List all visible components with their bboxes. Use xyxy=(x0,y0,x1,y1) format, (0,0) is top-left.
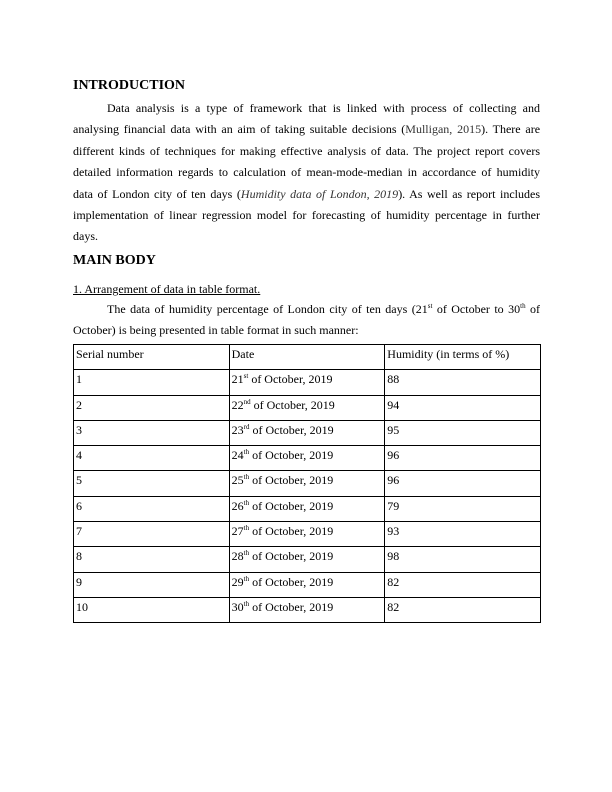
superscript: st xyxy=(427,302,433,310)
date-cell xyxy=(229,496,385,521)
table-intro-paragraph xyxy=(73,299,540,342)
table-row xyxy=(74,420,541,445)
day-suffix: th xyxy=(243,574,250,583)
serial-cell: 6 xyxy=(74,496,230,521)
table-row xyxy=(74,572,541,597)
date-cell xyxy=(229,370,385,395)
humidity-table xyxy=(73,344,541,623)
day-suffix: st xyxy=(243,372,249,381)
serial-cell: 9 xyxy=(74,572,230,597)
serial-cell: 2 xyxy=(74,395,230,420)
day-suffix: th xyxy=(243,599,250,608)
serial-cell: 3 xyxy=(74,420,230,445)
date-cell xyxy=(229,446,385,471)
text: The data of humidity percentage of London city of ten days (21 xyxy=(107,302,428,316)
table-row xyxy=(74,597,541,622)
day-suffix: th xyxy=(243,473,250,482)
day: 30 xyxy=(231,599,244,614)
month-year: of October, 2019 xyxy=(249,524,334,539)
humidity-cell: 98 xyxy=(385,547,541,572)
table-row xyxy=(74,547,541,572)
humidity-cell: 94 xyxy=(385,395,541,420)
table-row xyxy=(74,496,541,521)
month-year: of October, 2019 xyxy=(248,372,333,387)
text: ). As well as report includes implementation of linear regression model for forecasting of humidity percentage in further days. xyxy=(73,186,540,244)
table-row xyxy=(74,471,541,496)
month-year: of October, 2019 xyxy=(249,498,334,513)
section-subheading: 1. Arrangement of data in table format. xyxy=(73,282,261,296)
humidity-cell: 96 xyxy=(385,446,541,471)
day-suffix: th xyxy=(243,498,250,507)
table-header-row xyxy=(74,345,541,370)
day: 28 xyxy=(231,549,244,564)
humidity-cell: 93 xyxy=(385,522,541,547)
citation: Humidity data of London, 2019 xyxy=(240,186,399,201)
month-year: of October, 2019 xyxy=(249,574,334,589)
day: 22 xyxy=(231,397,244,412)
serial-cell: 5 xyxy=(74,471,230,496)
humidity-cell: 82 xyxy=(385,572,541,597)
humidity-cell: 79 xyxy=(385,496,541,521)
day-suffix: nd xyxy=(243,397,251,406)
citation: Mulligan, 2015 xyxy=(405,122,482,137)
day-suffix: th xyxy=(243,549,250,558)
introduction-heading: INTRODUCTION xyxy=(73,78,186,93)
main-body-heading: MAIN BODY xyxy=(73,253,156,268)
header-cell: Humidity (in terms of %) xyxy=(385,345,541,370)
date-cell xyxy=(229,597,385,622)
serial-cell: 4 xyxy=(74,446,230,471)
day: 25 xyxy=(231,473,244,488)
humidity-cell: 88 xyxy=(385,370,541,395)
month-year: of October, 2019 xyxy=(249,422,334,437)
header-cell: Date xyxy=(229,345,385,370)
date-cell xyxy=(229,471,385,496)
date-cell xyxy=(229,395,385,420)
day: 23 xyxy=(231,422,244,437)
humidity-cell: 95 xyxy=(385,420,541,445)
serial-cell: 7 xyxy=(74,522,230,547)
day-suffix: th xyxy=(243,448,250,457)
text: Data analysis is a type of framework that is linked with process of collecting and analysing financial data with an aim of taking suitable decisions ( xyxy=(73,101,540,137)
day-suffix: th xyxy=(243,524,250,533)
serial-cell: 10 xyxy=(74,597,230,622)
month-year: of October, 2019 xyxy=(250,397,335,412)
text: ). There are different kinds of techniques for making effective analysis of data. The project report covers detailed information regards to calculation of mean-mode-median in accordance of humidity data of London city of ten days ( xyxy=(73,122,541,201)
humidity-cell: 96 xyxy=(385,471,541,496)
day: 26 xyxy=(231,498,244,513)
month-year: of October, 2019 xyxy=(249,448,334,463)
serial-cell: 8 xyxy=(74,547,230,572)
date-cell xyxy=(229,547,385,572)
date-cell xyxy=(229,572,385,597)
serial-cell: 1 xyxy=(74,370,230,395)
table-row xyxy=(74,395,541,420)
month-year: of October, 2019 xyxy=(249,549,334,564)
date-cell xyxy=(229,522,385,547)
header-cell: Serial number xyxy=(74,345,230,370)
day-suffix: rd xyxy=(243,422,250,431)
table-row xyxy=(74,446,541,471)
day: 27 xyxy=(231,524,244,539)
day: 21 xyxy=(231,372,244,387)
month-year: of October, 2019 xyxy=(249,599,334,614)
text: of October to 30 xyxy=(432,302,521,316)
superscript: th xyxy=(520,302,526,310)
date-cell xyxy=(229,420,385,445)
day: 24 xyxy=(231,448,244,463)
month-year: of October, 2019 xyxy=(249,473,334,488)
introduction-paragraph xyxy=(73,98,540,248)
humidity-cell: 82 xyxy=(385,597,541,622)
table-row xyxy=(74,370,541,395)
day: 29 xyxy=(231,574,244,589)
table-row xyxy=(74,522,541,547)
text: of October) is being presented in table format in such manner: xyxy=(73,302,541,338)
